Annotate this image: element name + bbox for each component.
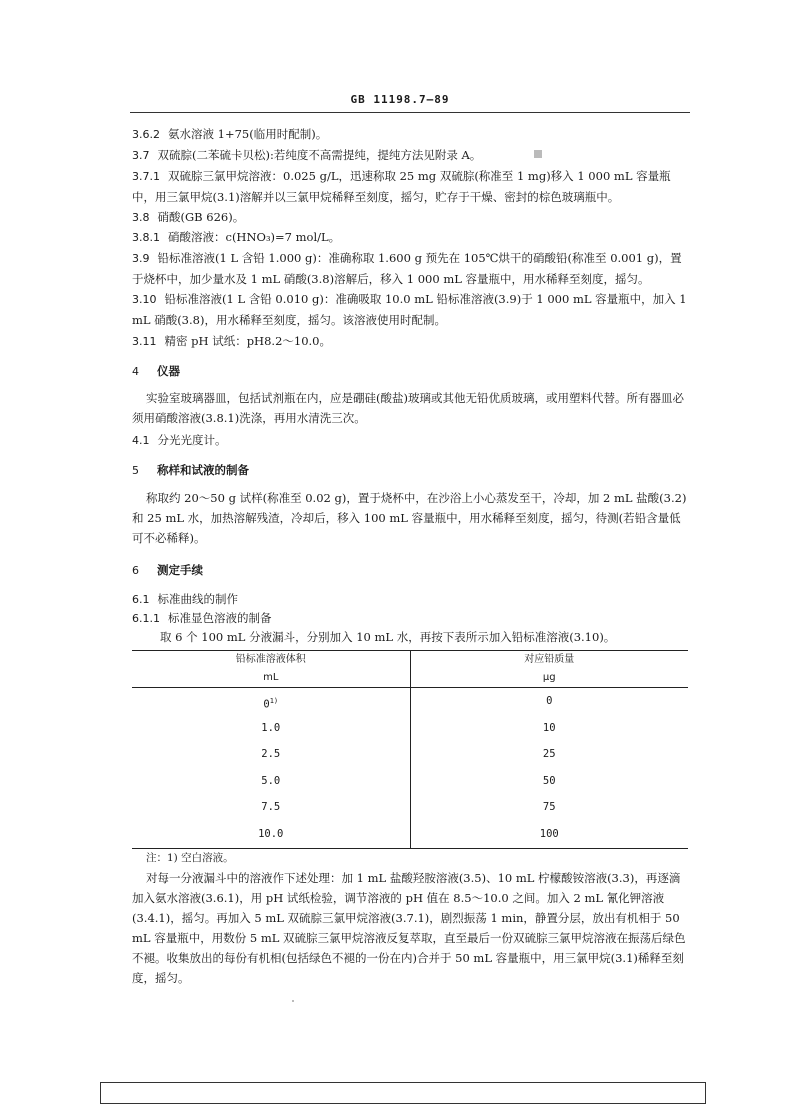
section-title: 称样和试液的制备: [157, 463, 249, 477]
item-text: 标准显色溶液的制备: [168, 611, 272, 625]
section-6-heading: [132, 560, 688, 581]
item-text: 硝酸(GB 626)。: [157, 210, 245, 224]
volume-value: 0: [263, 698, 270, 711]
item-text: 铅标准溶液(1 L 含铅 1.000 g)：准确称取 1.600 g 预先在 105℃烘干的硝酸铅(称准至 0.001 g)，置于烧杯中，加少量水及 1 mL 硝酸(3.8)溶解后，移入 1 000 mL 容量瓶中，用水稀释至刻度，摇匀。: [132, 251, 682, 286]
table-header-mass: [411, 651, 689, 687]
item-number: 4.1: [132, 434, 150, 447]
item-number: 3.8.1: [132, 231, 160, 244]
standard-id: GB 11198.7—89: [350, 93, 450, 106]
item-3-8-1: [132, 227, 688, 248]
scan-speck: [534, 150, 542, 158]
item-number: 3.9: [132, 252, 150, 265]
section-number: 5: [132, 464, 139, 477]
section-title: 仪器: [157, 364, 180, 378]
item-text: 硝酸溶液：c(HNO₃)=7 mol/L。: [168, 230, 341, 244]
section-5-heading: [132, 460, 688, 481]
item-number: 6.1.1: [132, 612, 160, 625]
table-row: [132, 715, 688, 742]
item-number: 3.11: [132, 335, 157, 348]
section-number: 4: [132, 365, 139, 378]
section-number: 6: [132, 564, 139, 577]
table-row: [132, 768, 688, 795]
item-text: 铅标准溶液(1 L 含铅 0.010 g)：准确吸取 10.0 mL 铅标准溶液(3.9)于 1 000 mL 容量瓶中，加入 1 mL 硝酸(3.8)，用水稀释至刻度，摇匀。该溶液使用时配制。: [132, 292, 687, 327]
cell-volume: 2.5: [132, 741, 411, 768]
procedure-paragraph: 对每一分液漏斗中的溶液作下述处理：加 1 mL 盐酸羟胺溶液(3.5)、10 mL 柠檬酸铵溶液(3.3)，再逐滴加入氨水溶液(3.6.1)，用 pH 试纸检验，调节溶液的 pH 值在 8.5～10.0 之间。加入 2 mL 氰化钾溶液(3.4.1)，摇匀。再加入 5 mL 双硫腙三氯甲烷溶液(3.7.1)，剧烈振荡 1 min，静置分层，放出有机相于 50 mL 容量瓶中，用数份 5 mL 双硫腙三氯甲烷溶液反复萃取，直至最后一份双硫腙三氯甲烷溶液在振荡后绿色不褪。收集放出的每份有机相(包括绿色不褪的一份在内)合并于 50 mL 容量瓶中，用三氯甲烷(3.1)稀释至刻度，摇匀。: [132, 871, 686, 985]
table-row: [132, 821, 688, 848]
section-4-body: 实验室玻璃器皿，包括试剂瓶在内，应是硼硅(酸盐)玻璃或其他无铅优质玻璃，或用塑料代替。所有器皿必须用硝酸溶液(3.8.1)洗涤，再用水清洗三次。: [132, 391, 684, 425]
item-6-1-1: [132, 608, 688, 629]
cell-volume: 1.0: [132, 715, 411, 742]
bottom-frame: [100, 1082, 706, 1104]
section-5-body: 称取约 20～50 g 试样(称准至 0.02 g)，置于烧杯中，在沙浴上小心蒸发至干，冷却，加 2 mL 盐酸(3.2)和 25 mL 水，加热溶解残渣，冷却后，移入 100 mL 容量瓶中，用水稀释至刻度，摇匀，待测(若铅含量低可不必稀释)。: [132, 491, 687, 545]
cell-mass: 50: [542, 774, 556, 787]
section-title: 测定手续: [157, 563, 203, 577]
item-3-10: [132, 289, 688, 330]
item-4-1: [132, 430, 688, 451]
section-4-heading: [132, 361, 688, 382]
item-text: 双硫腙三氯甲烷溶液：0.025 g/L，迅速称取 25 mg 双硫腙(称准至 1 mg)移入 1 000 mL 容量瓶中，用三氯甲烷(3.1)溶解并以三氯甲烷稀释至刻度，摇匀，贮存于干燥、密封的棕色玻璃瓶中。: [132, 169, 671, 204]
item-number: 3.7.1: [132, 170, 160, 183]
item-6-1: [132, 589, 688, 610]
item-text: 分光光度计。: [157, 433, 227, 447]
item-3-8: [132, 207, 688, 228]
cell-mass: 25: [542, 748, 556, 761]
scan-speck: [292, 1000, 294, 1002]
cell-volume: [132, 688, 411, 715]
item-number: 3.6.2: [132, 128, 160, 141]
item-text: 标准曲线的制作: [157, 592, 238, 606]
header-volume-label: 铅标准溶液体积: [235, 654, 306, 665]
item-text: 双硫腙(二苯硫卡贝松):若纯度不高需提纯，提纯方法见附录 A。: [157, 148, 482, 162]
cell-volume: 10.0: [132, 821, 411, 848]
item-3-7-1: [132, 166, 688, 207]
header-rule: [130, 112, 690, 113]
cell-mass: 0: [546, 695, 553, 707]
item-text: 氨水溶液 1+75(临用时配制)。: [168, 127, 328, 141]
item-number: 6.1: [132, 593, 150, 606]
item-number: 3.10: [132, 293, 157, 306]
table-header: [132, 651, 688, 688]
table-row: [132, 794, 688, 821]
table-row: [132, 688, 688, 715]
item-3-11: [132, 331, 688, 352]
header-mass-unit: μg: [542, 672, 556, 683]
cell-mass: 10: [542, 721, 556, 734]
cell-mass: 100: [539, 827, 559, 840]
header-mass-label: 对应铅质量: [524, 654, 575, 665]
cell-volume: 7.5: [132, 794, 411, 821]
item-3-9: [132, 248, 688, 289]
item-number: 3.8: [132, 211, 150, 224]
cell-mass: 75: [542, 801, 556, 814]
lead-standard-table: [132, 650, 688, 849]
item-number: 3.7: [132, 149, 150, 162]
item-text: 精密 pH 试纸：pH8.2～10.0。: [164, 334, 331, 348]
table-intro: 取 6 个 100 mL 分液漏斗，分别加入 10 mL 水，再按下表所示加入铅标准溶液(3.10)。: [160, 630, 616, 644]
cell-volume: 5.0: [132, 768, 411, 795]
header-volume-unit: mL: [263, 672, 279, 683]
table-header-volume: [132, 651, 411, 687]
item-3-7: [132, 145, 688, 166]
footnote-mark: 1): [269, 697, 279, 705]
item-3-6-2: [132, 124, 688, 145]
table-body: [132, 688, 688, 848]
table-row: [132, 741, 688, 768]
table-footnote: 注：1) 空白溶液。: [146, 852, 234, 864]
